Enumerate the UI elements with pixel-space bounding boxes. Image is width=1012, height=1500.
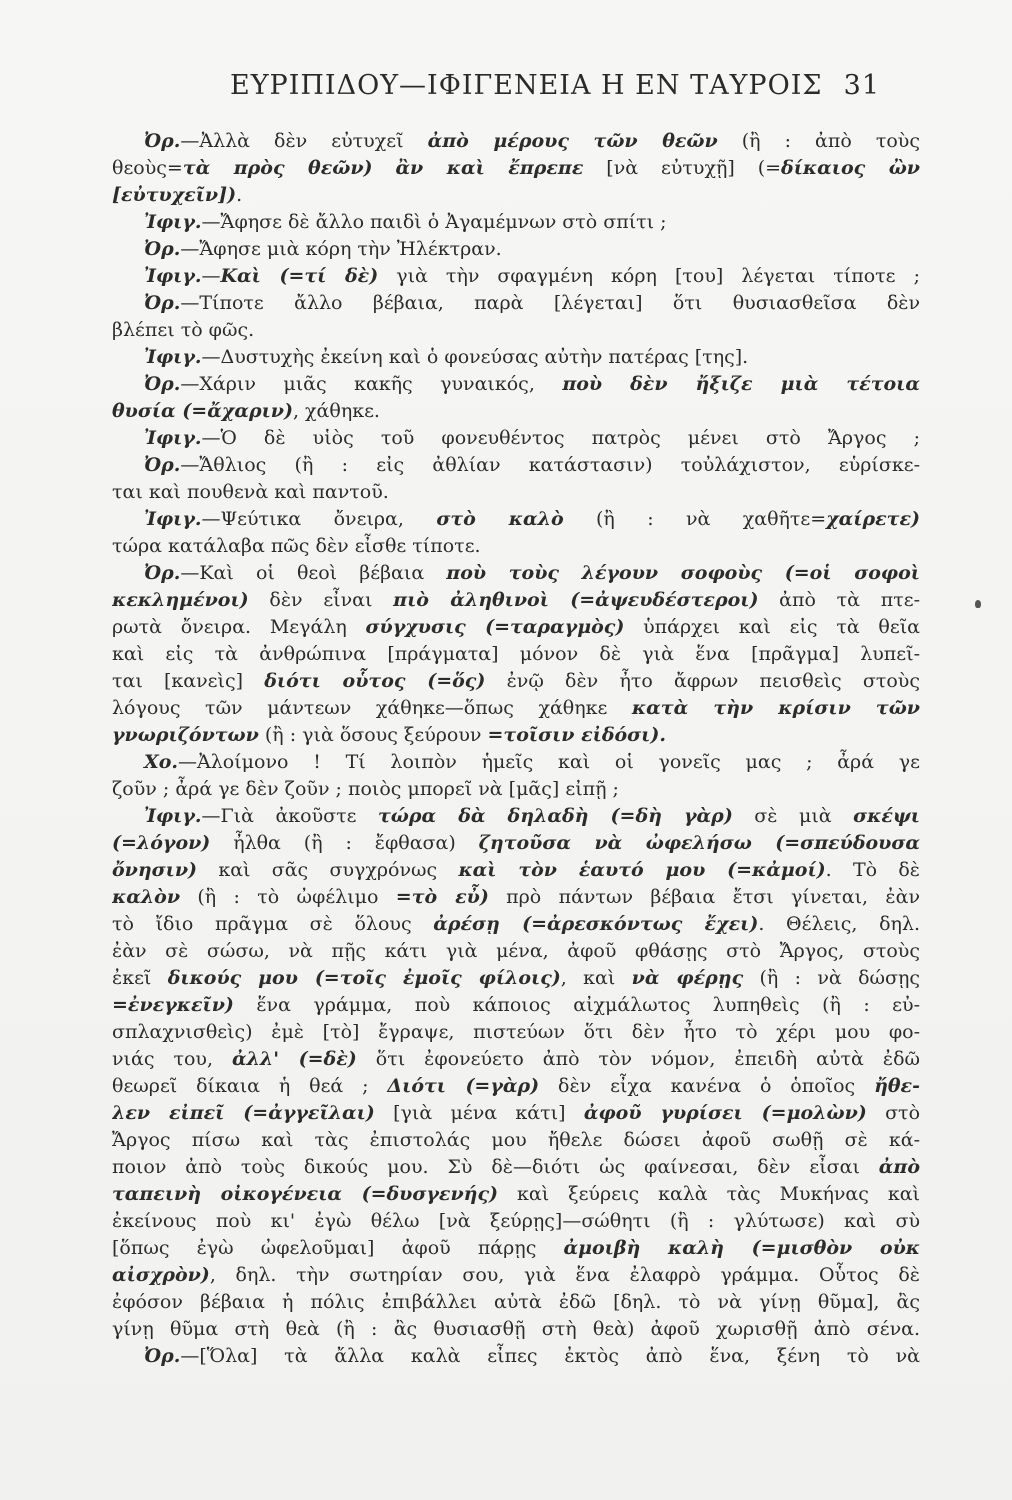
- speaker-label: Ὀρ.: [144, 292, 181, 314]
- text-span: . Τὸ δὲ: [825, 859, 920, 881]
- text-span: γιὰ τὴν σφαγμένη κόρη [του] λέγεται τίποτε ;: [378, 265, 920, 287]
- text-span: .: [236, 184, 243, 206]
- text-span: —Ἀλοίμονο ! Τί λοιπὸν ἡμεῖς καὶ οἱ γονεῖς μας ; ἆρά γε: [178, 751, 920, 773]
- speaker-label: Ὀρ.: [144, 130, 181, 152]
- gloss-span: γνωριζόντων: [112, 724, 259, 746]
- gloss-span: νὰ φέρῃς: [631, 967, 744, 989]
- text-line: [112, 398, 920, 425]
- text-span: ζοῦν ; ἆρά γε δὲν ζοῦν ; ποιὸς μπορεῖ νὰ [μᾶς] εἰπῇ ;: [112, 778, 619, 800]
- text-line: [112, 1127, 920, 1154]
- text-line: [112, 1289, 920, 1316]
- text-line: [112, 1208, 920, 1235]
- text-span: —Χάριν μιᾶς κακῆς γυναικός,: [180, 373, 563, 395]
- text-line: [112, 236, 920, 263]
- gloss-span: τὰ πρὸς θεῶν): [182, 157, 373, 179]
- text-span: , χάθηκε.: [292, 400, 380, 422]
- gloss-span: ἂν καὶ ἔπρεπε: [395, 157, 584, 179]
- gloss-span: καλὸν: [112, 886, 181, 908]
- running-title: ΕΥΡΙΠΙΔΟΥ—ΙΦΙΓΕΝΕΙΑ Η ΕΝ ΤΑΥΡΟΙΣ: [230, 70, 823, 101]
- text-line: [112, 587, 920, 614]
- speaker-label: Χο.: [144, 751, 179, 773]
- text-span: —Δυστυχὴς ἐκείνη καὶ ὁ φονεύσας αὐτὴν πατέρας [της].: [201, 346, 749, 368]
- gloss-span: αἰσχρὸν): [112, 1264, 210, 1286]
- text-span: στὸ: [866, 1102, 920, 1124]
- text-span: δὲν εἶναι: [248, 589, 394, 611]
- gloss-span: πιὸ ἀληθινοὶ (=ἀψευδέστεροι): [393, 589, 759, 611]
- speaker-label: Ἰφιγ.: [144, 508, 202, 530]
- text-line: [112, 344, 920, 371]
- gloss-span: δίκαιος ὢν: [781, 157, 920, 179]
- text-line: [112, 857, 920, 884]
- text-line: [112, 290, 920, 317]
- text-line: [112, 1316, 920, 1343]
- gloss-span: σκέψι: [853, 805, 920, 827]
- text-line: [112, 506, 920, 533]
- text-span: ὅτι ἐφονεύετο ἀπὸ τὸν νόμον, ἐπειδὴ αὐτὰ ἐδῶ: [356, 1048, 920, 1070]
- gloss-span: ποὺ τοὺς λέγουν σοφοὺς (=οἱ σοφοὶ: [446, 562, 920, 584]
- text-span: θεοὺς=: [112, 157, 183, 179]
- text-line: [112, 1073, 920, 1100]
- text-line: [112, 371, 920, 398]
- text-span: νιάς του,: [112, 1048, 232, 1070]
- text-line: [112, 1019, 920, 1046]
- text-line: [112, 263, 920, 290]
- gloss-span: διότι οὗτος (=ὅς): [264, 670, 486, 692]
- text-line: [112, 668, 920, 695]
- text-line: [112, 965, 920, 992]
- gloss-span: κατὰ τὴν κρίσιν τῶν: [631, 697, 920, 719]
- text-span: [ὅπως ἐγὼ ὠφελοῦμαι] ἀφοῦ πάρῃς: [112, 1237, 564, 1259]
- gloss-span: =τὸ εὖ): [395, 886, 489, 908]
- text-span: θεωρεῖ δίκαια ἡ θεά ;: [112, 1075, 388, 1097]
- gloss-span: ζητοῦσα νὰ ὠφελήσω (=σπεύδουσα: [478, 832, 920, 854]
- speaker-label: Ὀρ.: [144, 454, 181, 476]
- text-span: γίνῃ θῦμα στὴ θεὰ (ἢ : ἂς θυσιασθῇ στὴ θεὰ) ἀφοῦ χωρισθῇ ἀπὸ σένα.: [112, 1318, 920, 1340]
- text-span: λόγους τῶν μάντεων χάθηκε—ὅπως χάθηκε: [112, 697, 632, 719]
- text-span: , καὶ: [560, 967, 632, 989]
- text-span: τὸ ἴδιο πρᾶγμα σὲ ὅλους: [112, 913, 434, 935]
- text-span: (ἢ : τὸ ὠφέλιμο: [180, 886, 396, 908]
- text-span: καὶ ξεύρεις καλὰ τὰς Μυκήνας καὶ: [498, 1183, 920, 1205]
- speaker-label: Ὀρ.: [144, 238, 181, 260]
- gloss-span: (=λόγον): [112, 832, 211, 854]
- text-line: [112, 884, 920, 911]
- text-span: (ἢ : ἀπὸ τοὺς: [717, 130, 920, 152]
- text-span: —Καὶ οἱ θεοὶ βέβαια: [180, 562, 447, 584]
- text-span: —: [201, 265, 221, 287]
- text-line: [112, 695, 920, 722]
- text-span: ποιον ἀπὸ τοὺς δικούς μου. Σὺ δὲ—διότι ὡς φαίνεσαι, δὲν εἶσαι: [112, 1156, 879, 1178]
- running-header: [230, 70, 880, 110]
- text-span: , δηλ. τὴν σωτηρίαν σου, γιὰ ἕνα ἐλαφρὸ γράμμα. Οὗτος δὲ: [209, 1264, 920, 1286]
- gloss-span: Διότι (=γὰρ): [387, 1075, 540, 1097]
- gloss-span: ἀμοιβὴ καλὴ (=μισθὸν οὐκ: [563, 1237, 920, 1259]
- text-line: [112, 317, 920, 344]
- text-line: [112, 722, 920, 749]
- text-line: [112, 1100, 920, 1127]
- text-line: [112, 560, 920, 587]
- gloss-span: στὸ καλὸ: [436, 508, 564, 530]
- text-line: [112, 1181, 920, 1208]
- text-span: . Θέλεις, δηλ.: [758, 913, 920, 935]
- speaker-label: Ὀρ.: [144, 562, 181, 584]
- text-line: [112, 1262, 920, 1289]
- text-span: ἕνα γράμμα, ποὺ κάποιος αἰχμάλωτος λυπηθεὶς (ἢ : εὐ-: [233, 994, 920, 1016]
- text-line: [112, 803, 920, 830]
- text-span: σὲ μιὰ: [732, 805, 854, 827]
- gloss-span: ἤθε-: [874, 1075, 920, 1097]
- speaker-label: Ὀρ.: [144, 1345, 181, 1367]
- text-line: [112, 479, 920, 506]
- text-span: —Γιὰ ἀκοῦστε: [201, 805, 378, 827]
- text-span: ἦλθα (ἢ : ἔφθασα): [210, 832, 479, 854]
- text-line: [112, 452, 920, 479]
- text-span: ἐκείνους ποὺ κι' ἐγὼ θέλω [νὰ ξεύρῃς]—σώθητι (ἢ : γλύτωσε) καὶ σὺ: [112, 1210, 920, 1232]
- text-span: —Ἄθλιος (ἢ : εἰς ἀθλίαν κατάστασιν) τοὐλάχιστον, εὑρίσκε-: [180, 454, 920, 476]
- speaker-label: Ἰφιγ.: [144, 427, 202, 449]
- text-line: [112, 1343, 920, 1370]
- margin-ink-mark: [975, 600, 981, 608]
- text-span: —[Ὅλα] τὰ ἄλλα καλὰ εἶπες ἐκτὸς ἀπὸ ἕνα, ξένη τὸ νὰ: [180, 1345, 920, 1367]
- gloss-span: ἀπὸ: [878, 1156, 920, 1178]
- text-line: [112, 209, 920, 236]
- text-line: [112, 911, 920, 938]
- text-span: Ἄργος πίσω καὶ τὰς ἐπιστολάς μου ἤθελε δώσει ἀφοῦ σωθῇ σὲ κά-: [112, 1129, 920, 1151]
- text-span: [νὰ εὐτυχῇ] (=: [583, 157, 782, 179]
- speaker-label: Ἰφιγ.: [144, 805, 202, 827]
- text-span: ρωτὰ ὄνειρα. Μεγάλη: [112, 616, 366, 638]
- gloss-span: δικούς μου (=τοῖς ἐμοῖς φίλοις): [167, 967, 561, 989]
- text-span: ἐὰν σὲ σώσω, νὰ πῇς κάτι γιὰ μένα, ἀφοῦ φθάσῃς στὸ Ἄργος, στοὺς: [112, 940, 920, 962]
- text-span: —Ὁ δὲ υἱὸς τοῦ φονευθέντος πατρὸς μένει στὸ Ἄργος ;: [201, 427, 920, 449]
- text-line: [112, 776, 920, 803]
- text-span: ὑπάρχει καὶ εἰς τὰ θεῖα: [624, 616, 920, 638]
- text-line: [112, 1046, 920, 1073]
- text-line: [112, 1154, 920, 1181]
- gloss-span: σύγχυσις (=ταραγμὸς): [365, 616, 625, 638]
- text-span: καὶ εἰς τὰ ἀνθρώπινα [πράγματα] μόνον δὲ γιὰ ἕνα [πρᾶγμα] λυπεῖ-: [112, 643, 920, 665]
- gloss-span: κεκλημένοι): [112, 589, 249, 611]
- text-line: [112, 749, 920, 776]
- gloss-span: ἀλλ' (=δὲ): [231, 1048, 357, 1070]
- text-span: —Ἄφησε μιὰ κόρη τὴν Ἠλέκτραν.: [180, 238, 502, 260]
- text-span: ἐκεῖ: [112, 967, 168, 989]
- speaker-label: Ἰφιγ.: [144, 346, 202, 368]
- speaker-label: Ἰφιγ.: [144, 265, 202, 287]
- text-line: [112, 425, 920, 452]
- text-span: (ἢ : νὰ χαθῆτε=: [563, 508, 827, 530]
- gloss-span: =ἐνεγκεῖν): [112, 994, 234, 1016]
- text-span: [γιὰ μένα κάτι]: [374, 1102, 584, 1124]
- speaker-label: Ὀρ.: [144, 373, 181, 395]
- text-span: —Ἄφησε δὲ ἄλλο παιδὶ ὁ Ἀγαμέμνων στὸ σπίτι ;: [201, 211, 667, 233]
- text-line: [112, 128, 920, 155]
- text-span: ται [κανεὶς]: [112, 670, 265, 692]
- page-number: 31: [843, 70, 880, 101]
- text-line: [112, 1235, 920, 1262]
- text-line: [112, 614, 920, 641]
- text-span: —Ἀλλὰ δὲν εὐτυχεῖ: [180, 130, 428, 152]
- text-span: (ἢ : γιὰ ὅσους ξεύρουν: [258, 724, 488, 746]
- text-span: ἀπὸ τὰ πτε-: [758, 589, 920, 611]
- gloss-span: λεν εἰπεῖ (=ἀγγεῖλαι): [112, 1102, 375, 1124]
- gloss-span: ἀπὸ μέρους τῶν θεῶν: [427, 130, 718, 152]
- text-span: καὶ σᾶς συγχρόνως: [197, 859, 459, 881]
- gloss-span: [εὐτυχεῖν]): [112, 184, 237, 206]
- text-span: (ἢ : νὰ δώσῃς: [743, 967, 920, 989]
- text-line: [112, 641, 920, 668]
- gloss-span: θυσία (=ἄχαριν): [112, 400, 293, 422]
- gloss-span: Καὶ (=τί δὲ): [220, 265, 379, 287]
- text-line: [112, 533, 920, 560]
- text-span: τώρα κατάλαβα πῶς δὲν εἶσθε τίποτε.: [112, 535, 481, 557]
- gloss-span: χαίρετε): [826, 508, 920, 530]
- gloss-span: ταπεινὴ οἰκογένεια (=δυσγενής): [112, 1183, 499, 1205]
- gloss-span: ἀρέσῃ (=ἀρεσκόντως ἔχει): [433, 913, 759, 935]
- text-span: βλέπει τὸ φῶς.: [112, 319, 255, 341]
- text-line: [112, 992, 920, 1019]
- text-line: [112, 155, 920, 182]
- text-line: [112, 830, 920, 857]
- gloss-span: ὄνησιν): [112, 859, 198, 881]
- text-span: σπλαχνισθεὶς) ἐμὲ [τὸ] ἔγραψε, πιστεύων ὅτι δὲν ἦτο τὸ χέρι μου φο-: [112, 1021, 920, 1043]
- body-text: [112, 128, 920, 1370]
- gloss-span: ἀφοῦ γυρίσει (=μολὼν): [583, 1102, 867, 1124]
- gloss-span: =τοῖσιν εἰδόσι).: [487, 724, 666, 746]
- text-span: —Τίποτε ἄλλο βέβαια, παρὰ [λέγεται] ὅτι θυσιασθεῖσα δὲν: [180, 292, 920, 314]
- text-span: δὲν εἶχα κανένα ὁ ὁποῖος: [539, 1075, 875, 1097]
- text-span: [373, 157, 396, 179]
- text-span: πρὸ πάντων βέβαια ἔτσι γίνεται, ἐὰν: [488, 886, 920, 908]
- text-line: [112, 182, 920, 209]
- speaker-label: Ἰφιγ.: [144, 211, 202, 233]
- gloss-span: ποὺ δὲν ἤξιζε μιὰ τέτοια: [562, 373, 920, 395]
- gloss-span: τώρα δὰ δηλαδὴ (=δὴ γὰρ): [377, 805, 733, 827]
- text-span: —Ψεύτικα ὄνειρα,: [201, 508, 437, 530]
- text-span: ται καὶ πουθενὰ καὶ παντοῦ.: [112, 481, 389, 503]
- text-span: ἐνῷ δὲν ἦτο ἄφρων πεισθεὶς στοὺς: [485, 670, 920, 692]
- text-line: [112, 938, 920, 965]
- gloss-span: καὶ τὸν ἑαυτό μου (=κἀμοί): [458, 859, 826, 881]
- text-span: ἐφόσον βέβαια ἡ πόλις ἐπιβάλλει αὐτὰ ἐδῶ [δηλ. τὸ νὰ γίνῃ θῦμα], ἂς: [112, 1291, 920, 1313]
